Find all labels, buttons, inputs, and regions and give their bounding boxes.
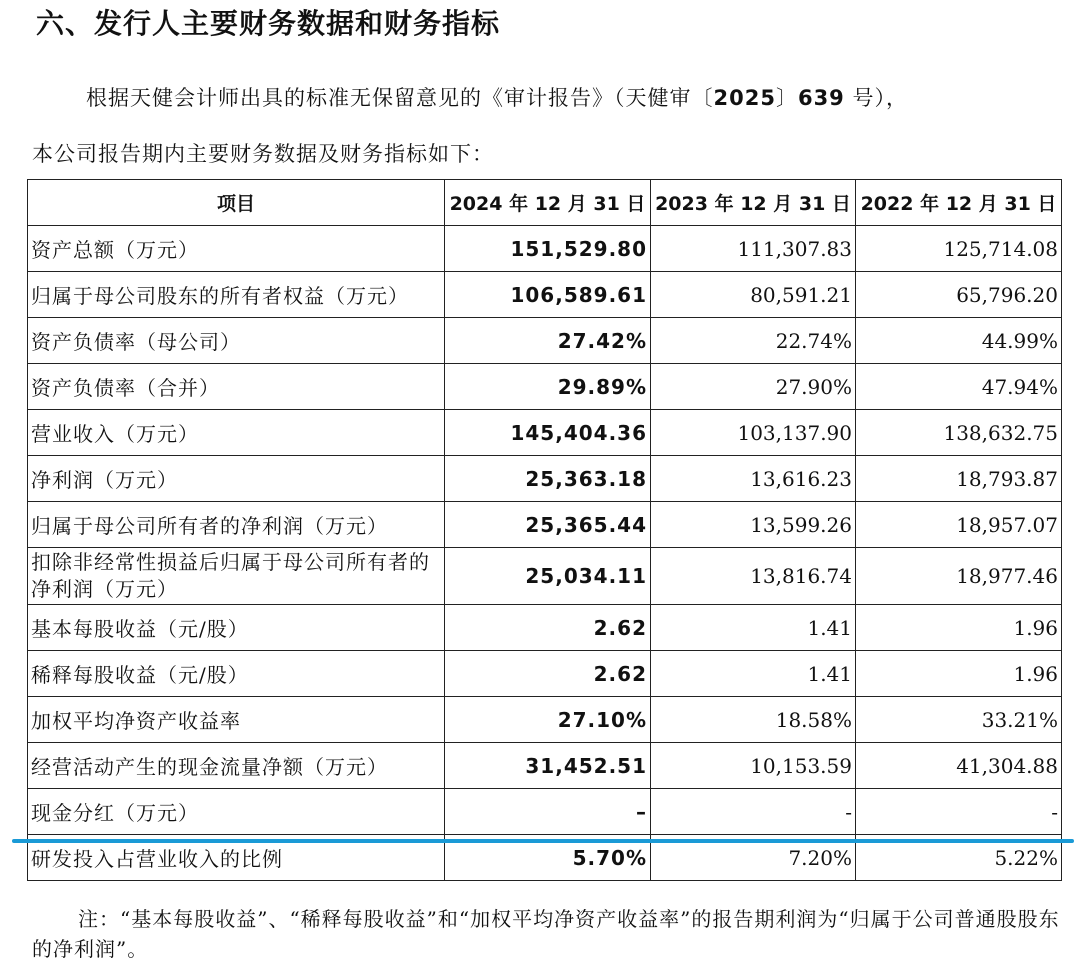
row-label: 归属于母公司股东的所有者权益（万元） [28,272,445,318]
intro-prefix: 根据天健会计师出具的标准无保留意见的《审计报告》（天健审〔 [86,86,714,110]
value-2022: 1.96 [856,651,1062,697]
value-2023: 103,137.90 [651,410,856,456]
value-2022: 18,793.87 [856,456,1062,502]
value-2023: 13,599.26 [651,502,856,548]
value-2024: – [445,789,651,835]
value-2024: 25,365.44 [445,502,651,548]
value-2024: 151,529.80 [445,226,651,272]
value-2022: 47.94% [856,364,1062,410]
value-2023: 1.41 [651,605,856,651]
row-label: 研发投入占营业收入的比例 [28,835,445,881]
intro-suffix: 号）， [844,86,908,110]
header-2022: 2022 年 12 月 31 日 [856,180,1062,226]
row-label: 现金分红（万元） [28,789,445,835]
value-2024: 29.89% [445,364,651,410]
row-label: 归属于母公司所有者的净利润（万元） [28,502,445,548]
financial-data-table [27,179,1062,881]
value-2024: 106,589.61 [445,272,651,318]
report-number: 639 [797,86,845,110]
value-2024: 25,034.11 [445,548,651,605]
value-2022: 44.99% [856,318,1062,364]
value-2022: 138,632.75 [856,410,1062,456]
row-label: 营业收入（万元） [28,410,445,456]
table-header-row [28,180,1062,226]
header-2024: 2024 年 12 月 31 日 [445,180,651,226]
value-2024: 145,404.36 [445,410,651,456]
value-2023: 18.58% [651,697,856,743]
value-2023: 7.20% [651,835,856,881]
value-2023: 13,616.23 [651,456,856,502]
value-2024: 2.62 [445,605,651,651]
value-2022: 18,977.46 [856,548,1062,605]
value-2023: - [651,789,856,835]
value-2022: 5.22% [856,835,1062,881]
table-row [28,364,1062,410]
value-2023: 80,591.21 [651,272,856,318]
value-2022: 18,957.07 [856,502,1062,548]
row-label: 净利润（万元） [28,456,445,502]
value-2022: 33.21% [856,697,1062,743]
row-label: 经营活动产生的现金流量净额（万元） [28,743,445,789]
highlight-line [12,839,1074,843]
row-label: 资产负债率（母公司） [28,318,445,364]
row-label: 扣除非经常性损益后归属于母公司所有者的净利润（万元） [28,548,445,605]
table-row [28,789,1062,835]
header-2023: 2023 年 12 月 31 日 [651,180,856,226]
table-row [28,226,1062,272]
value-2022: 41,304.88 [856,743,1062,789]
table-row [28,456,1062,502]
intro-mid: 〕 [775,86,798,110]
value-2022: 65,796.20 [856,272,1062,318]
value-2023: 27.90% [651,364,856,410]
value-2023: 10,153.59 [651,743,856,789]
row-label: 加权平均净资产收益率 [28,697,445,743]
value-2024: 27.42% [445,318,651,364]
value-2023: 1.41 [651,651,856,697]
section-heading: 六、发行人主要财务数据和财务指标 [36,7,501,40]
intro-line-2: 本公司报告期内主要财务数据及财务指标如下： [32,142,494,166]
table-row [28,605,1062,651]
value-2022: 1.96 [856,605,1062,651]
value-2023: 13,816.74 [651,548,856,605]
value-2023: 111,307.83 [651,226,856,272]
intro-line-1 [32,70,1062,126]
table-row [28,318,1062,364]
row-label: 基本每股收益（元/股） [28,605,445,651]
value-2024: 2.62 [445,651,651,697]
value-2024: 31,452.51 [445,743,651,789]
table-row [28,651,1062,697]
row-label: 资产总额（万元） [28,226,445,272]
table-row [28,743,1062,789]
table-row [28,410,1062,456]
table-row [28,272,1062,318]
value-2023: 22.74% [651,318,856,364]
table-row [28,697,1062,743]
header-item: 项目 [28,180,445,226]
table-row [28,502,1062,548]
row-label: 资产负债率（合并） [28,364,445,410]
value-2022: 125,714.08 [856,226,1062,272]
table-row [28,548,1062,605]
value-2024: 5.70% [445,835,651,881]
report-year: 2025 [713,86,776,110]
value-2024: 27.10% [445,697,651,743]
row-label: 稀释每股收益（元/股） [28,651,445,697]
value-2024: 25,363.18 [445,456,651,502]
table-note: 注：“基本每股收益”、“稀释每股收益”和“加权平均净资产收益率”的报告期利润为“归属于公司普通股股东的净利润”。 [32,907,1060,961]
value-2022: - [856,789,1062,835]
intro-paragraph [32,70,1062,182]
